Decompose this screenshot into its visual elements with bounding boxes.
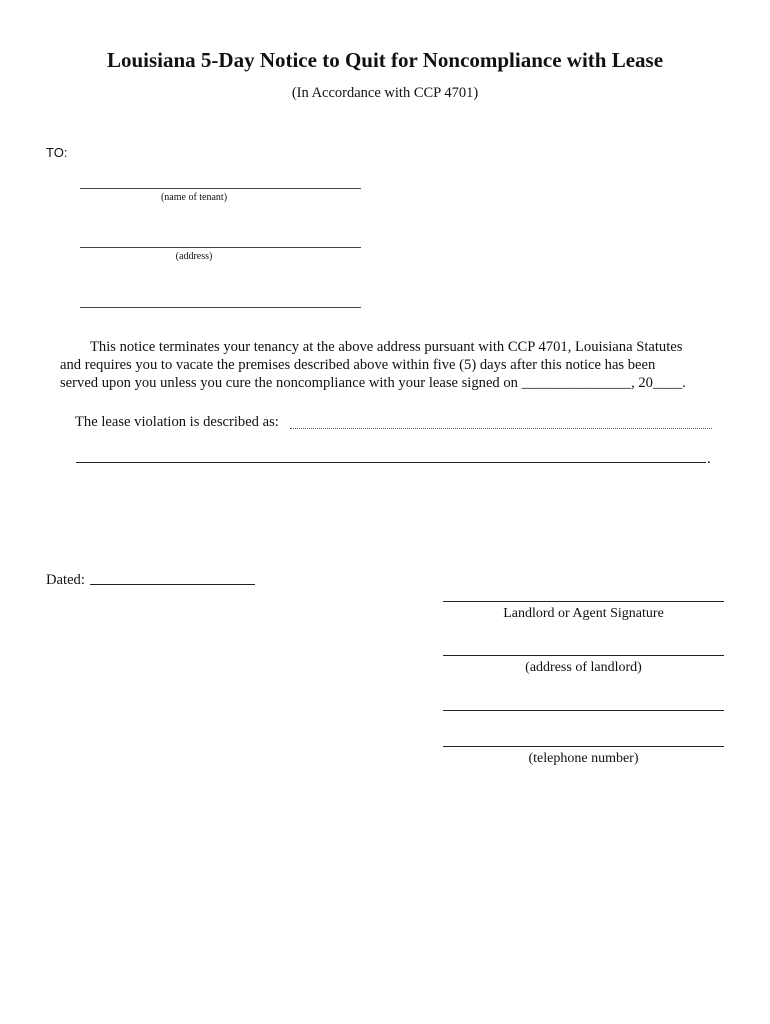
to-label: TO: bbox=[46, 145, 68, 160]
violation-line-1[interactable] bbox=[290, 428, 712, 429]
dated-line[interactable] bbox=[90, 584, 255, 585]
dated-label: Dated: bbox=[46, 572, 85, 588]
landlord-signature-caption: Landlord or Agent Signature bbox=[503, 606, 664, 621]
violation-line-2[interactable] bbox=[76, 462, 706, 463]
document-subtitle: (In Accordance with CCP 4701) bbox=[291, 85, 479, 101]
notice-line-2: and requires you to vacate the premises described above within five (5) days after this notice has been bbox=[60, 357, 656, 373]
tenant-name-line[interactable] bbox=[80, 188, 361, 189]
document-title: Louisiana 5-Day Notice to Quit for Noncompliance with Lease bbox=[106, 48, 664, 72]
tenant-address-line[interactable] bbox=[80, 247, 361, 248]
violation-end-period: . bbox=[707, 451, 711, 467]
notice-line-1: This notice terminates your tenancy at the above address pursuant with CCP 4701, Louisiana Statutes bbox=[90, 339, 683, 355]
landlord-address-caption: (address of landlord) bbox=[525, 660, 642, 675]
tenant-name-caption: (name of tenant) bbox=[160, 192, 228, 203]
landlord-signature-line[interactable] bbox=[443, 601, 724, 602]
landlord-phone-caption: (telephone number) bbox=[528, 751, 639, 766]
tenant-address-caption: (address) bbox=[175, 251, 213, 262]
landlord-address-line[interactable] bbox=[443, 655, 724, 656]
notice-line-3: served upon you unless you cure the noncompliance with your lease signed on _______________, 20____. bbox=[60, 375, 686, 391]
landlord-phone-line[interactable] bbox=[443, 746, 724, 747]
landlord-address-line-2[interactable] bbox=[443, 710, 724, 711]
violation-label: The lease violation is described as: bbox=[75, 414, 279, 430]
tenant-address-line-2[interactable] bbox=[80, 307, 361, 308]
